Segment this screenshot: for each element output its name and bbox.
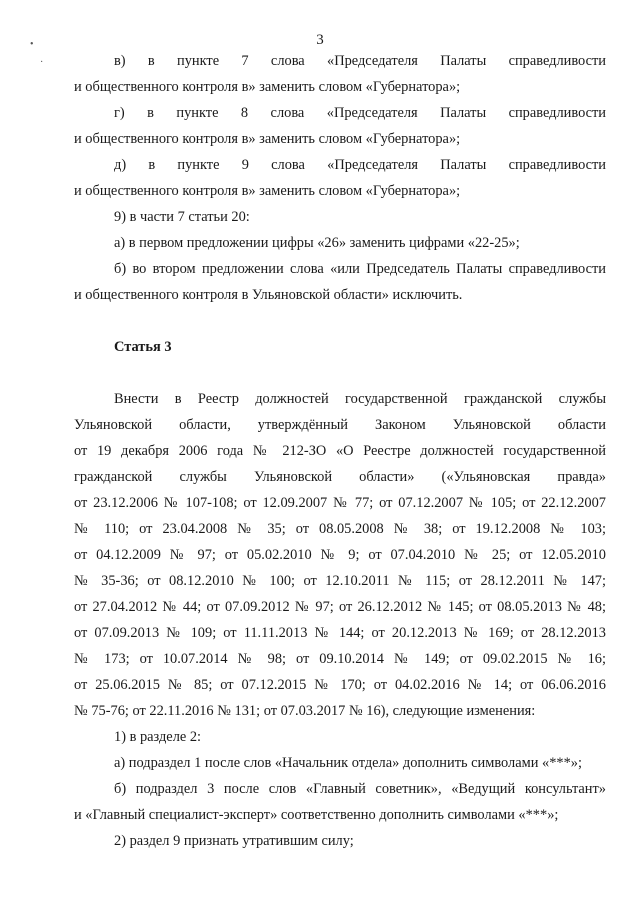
- paragraph-line: от 27.04.2012 № 44; от 07.09.2012 № 97; от 26.12.2012 № 145; от 08.05.2013 № 48;: [74, 599, 606, 615]
- paragraph-line: г) в пункте 8 слова «Председателя Палаты справедливости: [114, 105, 606, 121]
- article-heading: Статья 3: [114, 339, 172, 355]
- item-9: 9) в части 7 статьи 20:: [114, 209, 250, 225]
- paragraph-line: № 35-36; от 08.12.2010 № 100; от 12.10.2011 № 115; от 28.12.2011 № 147;: [74, 573, 606, 589]
- document-body: [74, 48, 606, 854]
- paragraph-line: от 19 декабря 2006 года № 212-ЗО «О Реестре должностей государственной: [74, 443, 606, 459]
- scan-mark: •: [30, 39, 34, 50]
- paragraph-line: и общественного контроля в» заменить словом «Губернатора»;: [74, 131, 461, 147]
- page-number: 3: [316, 32, 324, 48]
- paragraph-line: от 23.12.2006 № 107-108; от 12.09.2007 № 77; от 07.12.2007 № 105; от 22.12.2007: [74, 495, 606, 511]
- paragraph-line: и общественного контроля в» заменить словом «Губернатора»;: [74, 183, 461, 199]
- paragraph-line: и «Главный специалист-эксперт» соответственно дополнить символами «***»;: [74, 807, 559, 823]
- paragraph-line: № 173; от 10.07.2014 № 98; от 09.10.2014 № 149; от 09.02.2015 № 16;: [74, 651, 606, 667]
- paragraph-line: Ульяновской области, утверждённый Законом Ульяновской области: [74, 417, 606, 433]
- item-v: [74, 48, 606, 100]
- paragraph-line: и общественного контроля в» заменить словом «Губернатора»;: [74, 79, 461, 95]
- item-g: [74, 100, 606, 152]
- section-1a: а) подраздел 1 после слов «Начальник отдела» дополнить символами «***»;: [114, 755, 582, 771]
- item-9a: а) в первом предложении цифры «26» заменить цифрами «22-25»;: [114, 235, 520, 251]
- paragraph-line: в) в пункте 7 слова «Председателя Палаты справедливости: [114, 53, 606, 69]
- paragraph-line: от 07.09.2013 № 109; от 11.11.2013 № 144; от 20.12.2013 № 169; от 28.12.2013: [74, 625, 606, 641]
- paragraph-line: гражданской службы Ульяновской области» («Ульяновская правда»: [74, 469, 606, 485]
- item-d: [74, 152, 606, 204]
- paragraph-line: б) во втором предложении слова «или Председатель Палаты справедливости: [114, 261, 606, 277]
- article-3-paragraph: [74, 386, 606, 724]
- item-9b: [74, 256, 606, 308]
- paragraph-line: от 04.12.2009 № 97; от 05.02.2010 № 9; от 07.04.2010 № 25; от 12.05.2010: [74, 547, 606, 563]
- paragraph-line: № 110; от 23.04.2008 № 35; от 08.05.2008 № 38; от 19.12.2008 № 103;: [74, 521, 606, 537]
- scan-mark: ·: [40, 57, 44, 68]
- section-1: 1) в разделе 2:: [114, 729, 202, 745]
- paragraph-line: от 25.06.2015 № 85; от 07.12.2015 № 170; от 04.02.2016 № 14; от 06.06.2016: [74, 677, 606, 693]
- paragraph-line: № 75-76; от 22.11.2016 № 131; от 07.03.2017 № 16), следующие изменения:: [74, 703, 536, 719]
- section-1b: [74, 776, 606, 828]
- paragraph-line: д) в пункте 9 слова «Председателя Палаты справедливости: [114, 157, 606, 173]
- paragraph-line: Внести в Реестр должностей государственной гражданской службы: [114, 391, 606, 407]
- paragraph-line: и общественного контроля в Ульяновской области» исключить.: [74, 287, 463, 303]
- paragraph-line: б) подраздел 3 после слов «Главный советник», «Ведущий консультант»: [114, 781, 606, 797]
- section-2: 2) раздел 9 признать утратившим силу;: [114, 833, 354, 849]
